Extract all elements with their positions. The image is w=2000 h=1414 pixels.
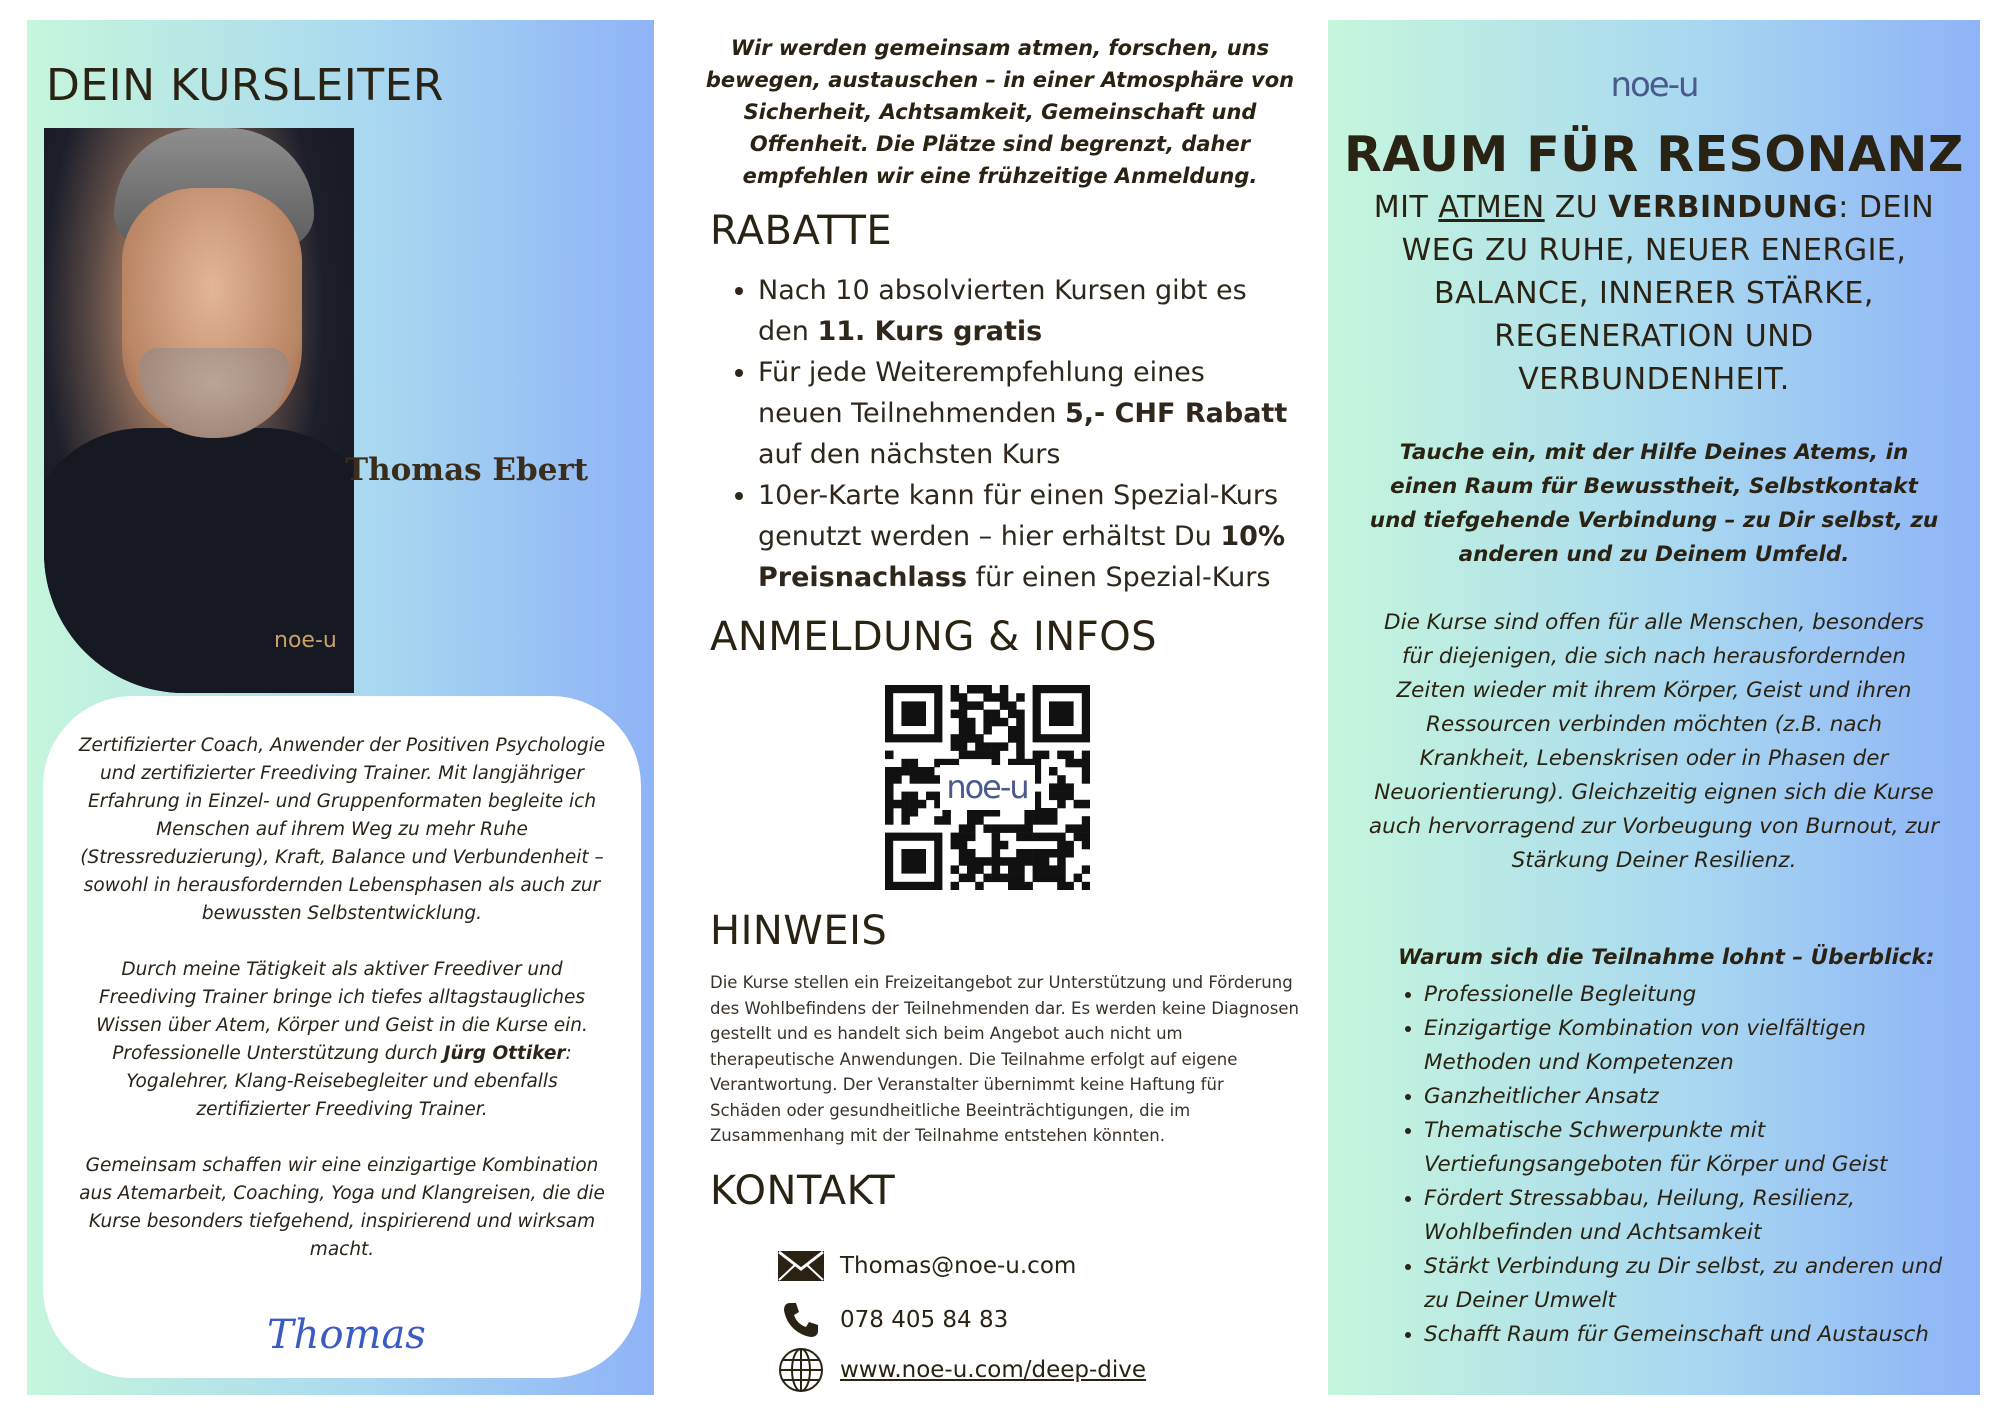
benefit-item: • Professionelle Begleitung <box>1424 978 1958 1012</box>
shirt-logo: noe-u <box>274 628 337 653</box>
right-panel <box>1328 20 1980 1395</box>
qr-code[interactable] <box>885 685 1090 890</box>
bio-paragraph-2: Durch meine Tätigkeit als aktiver Freediver und Freediving Trainer bringe ich tiefes alltagstaugliches Wissen über Atem, Körper und Geist in die Kurse ein. Professionelle Unterstützung durch Jürg Ottiker: Yogalehrer, Klang-Reisebegleiter und ebenfalls zertifizierter Freediving Trainer. <box>96 959 588 1120</box>
bio-card <box>43 696 641 1378</box>
contact-phone[interactable]: 078 405 84 83 <box>840 1307 1009 1333</box>
globe-icon <box>776 1350 826 1390</box>
benefit-item: • Fördert Stressabbau, Heilung, Resilienz, Wohlbefinden und Achtsamkeit <box>1424 1182 1958 1250</box>
rabatte-heading: RABATTE <box>710 208 893 254</box>
benefit-item: • Thematische Schwerpunkte mit Vertiefungsangeboten für Körper und Geist <box>1424 1114 1958 1182</box>
right-body: Die Kurse sind offen für alle Menschen, besonders für diejenigen, die sich nach herausfordernden Zeiten wieder mit ihrem Körper, Geist und ihren Ressourcen verbinden möchten (z.B. nach Krankheit, Lebenskrisen oder in Phasen der Neuorientierung). Gleichzeitig eignen sich die Kurse auch hervorragend zur Vorbeugung von Burnout, zur Stärkung Deiner Resilienz. <box>1368 610 1940 873</box>
hinweis-text: Die Kurse stellen ein Freizeitangebot zur Unterstützung und Förderung des Wohlbefindens der Teilnehmenden dar. Es werden keine Diagnosen gestellt und es handelt sich beim Angebot auch nicht um therapeutische Anwendungen. Die Teilnahme erfolgt auf eigene Verantwortung. Der Veranstalter übernimmt keine Haftung für Schäden oder gesundheitliche Beeinträchtigungen, die im Zusammenhang mit der Teilnahme entstehen könnten. <box>710 973 1299 1145</box>
svg-text:Thomas: Thomas <box>267 1312 426 1358</box>
contact-phone-row[interactable] <box>776 1300 1008 1340</box>
verbindung-word: VERBINDUNG <box>1608 190 1839 225</box>
rabatt-item: • Für jede Weiterempfehlung eines neuen Teilnehmenden 5,- CHF Rabatt auf den nächsten Kurs <box>758 352 1290 475</box>
contact-email[interactable]: Thomas@noe-u.com <box>840 1253 1077 1279</box>
hinweis-heading: HINWEIS <box>710 908 888 954</box>
signature <box>263 1298 433 1368</box>
left-title: DEIN KURSLEITER <box>46 60 444 111</box>
middle-panel <box>680 20 1320 1395</box>
bio-paragraph-1: Zertifizierter Coach, Anwender der Positiven Psychologie und zertifizierter Freediving Trainer. Mit langjähriger Erfahrung in Einzel- und Gruppenformaten begleite ich Menschen auf ihrem Weg zu mehr Ruhe (Stressreduzierung), Kraft, Balance und Verbundenheit – sowohl in herausfordernden Lebensphasen als auch zur bewussten Selbstentwicklung. <box>78 735 606 924</box>
benefit-item: • Schafft Raum für Gemeinschaft und Austausch <box>1424 1318 1958 1352</box>
bio-paragraph-3: Gemeinsam schaffen wir eine einzigartige Kombination aus Atemarbeit, Coaching, Yoga und Klangreisen, die die Kurse besonders tiefgehend, inspirierend und wirksam macht. <box>79 1155 605 1260</box>
instructor-name: Thomas Ebert <box>345 452 589 488</box>
right-intro: Tauche ein, mit der Hilfe Deines Atems, in einen Raum für Bewusstheit, Selbstkontakt und tiefgehende Verbindung – zu Dir selbst, zu anderen und zu Deinem Umfeld. <box>1369 440 1939 567</box>
phone-icon <box>776 1300 826 1340</box>
left-panel <box>27 20 654 1395</box>
right-subtitle: MIT ATMEN ZU VERBINDUNG: DEIN WEG ZU RUHE, NEUER ENERGIE, BALANCE, INNERER STÄRKE, REGENERATION UND VERBUNDENHEIT. <box>1373 190 1935 397</box>
benefits-title: Warum sich die Teilnahme lohnt – Überblick: <box>1398 945 1935 970</box>
rabatte-list <box>710 270 1290 598</box>
qr-logo: noe-u <box>946 768 1028 806</box>
intro-text: Wir werden gemeinsam atmen, forschen, uns bewegen, austauschen – in einer Atmosphäre von Sicherheit, Achtsamkeit, Gemeinschaft und Offenheit. Die Plätze sind begrenzt, daher empfehlen wir eine frühzeitige Anmeldung. <box>705 36 1295 188</box>
assistant-name: Jürg Ottiker <box>443 1043 566 1064</box>
svg-text:noe-u: noe-u <box>1610 65 1698 105</box>
contact-web[interactable]: www.noe-u.com/deep-dive <box>840 1357 1147 1383</box>
rabatt-item: • 10er-Karte kann für einen Spezial-Kurs genutzt werden – hier erhältst Du 10% Preisnachlass für einen Spezial-Kurs <box>758 475 1290 598</box>
benefits-list <box>1398 978 1958 1352</box>
kontakt-heading: KONTAKT <box>710 1168 896 1214</box>
benefit-item: • Ganzheitlicher Ansatz <box>1424 1080 1958 1114</box>
brand-logo <box>1604 58 1704 108</box>
right-title: RAUM FÜR RESONANZ <box>1344 126 1964 183</box>
atmen-word: ATMEN <box>1438 190 1545 225</box>
instructor-photo <box>44 128 354 693</box>
envelope-icon <box>776 1246 826 1286</box>
contact-email-row[interactable] <box>776 1246 1076 1286</box>
contact-web-row[interactable] <box>776 1350 1146 1390</box>
benefit-item: • Stärkt Verbindung zu Dir selbst, zu anderen und zu Deiner Umwelt <box>1424 1250 1958 1318</box>
anmeldung-heading: ANMELDUNG & INFOS <box>710 614 1158 660</box>
benefit-item: • Einzigartige Kombination von vielfältigen Methoden und Kompetenzen <box>1424 1012 1958 1080</box>
rabatt-item: • Nach 10 absolvierten Kursen gibt es den 11. Kurs gratis <box>758 270 1290 352</box>
